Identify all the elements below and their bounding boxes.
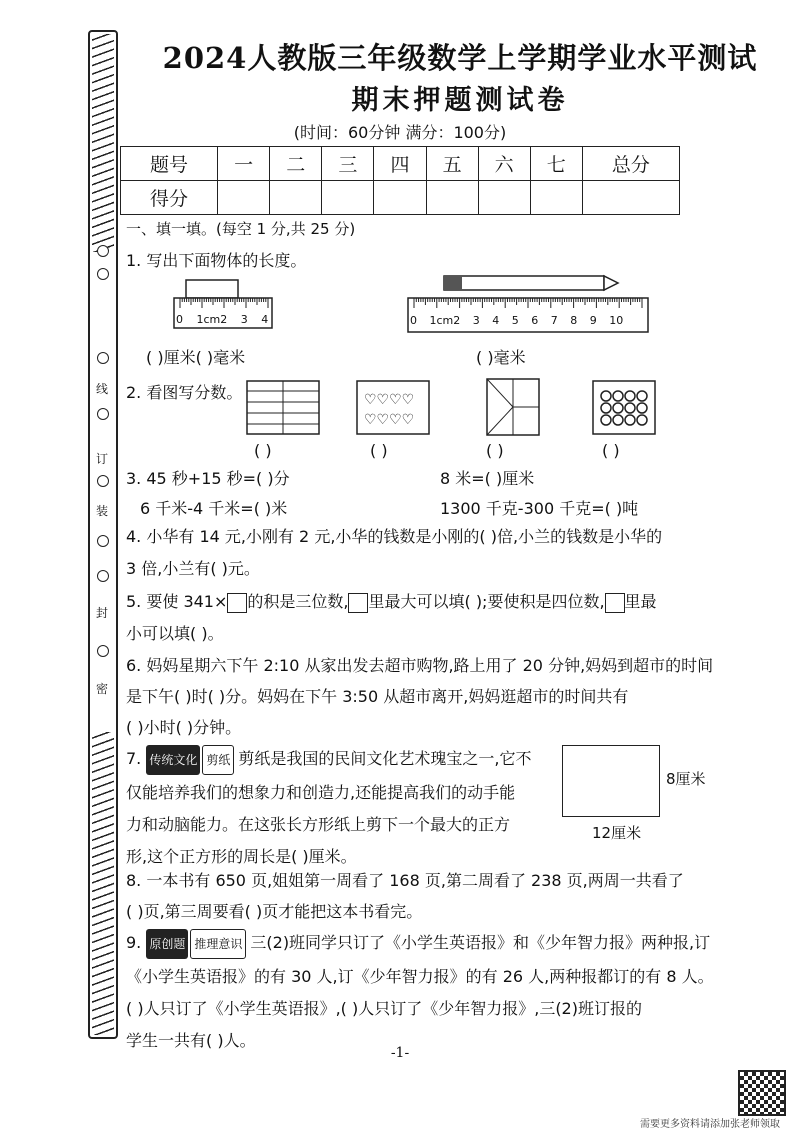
q6-line1: 6. 妈妈星期六下午 2:10 从家出发去超市购物,路上用了 20 分钟,妈妈到超市的时间 (126, 656, 714, 675)
q8-line1: 8. 一本书有 650 页,姐姐第一周看了 168 页,第二周看了 238 页,两周一共看了 (126, 871, 684, 890)
q9-line1 (126, 929, 726, 959)
q7-number: 7. (126, 749, 142, 768)
tag-traditional-culture: 传统文化 (146, 745, 200, 775)
ruler-label: 8 (570, 314, 578, 327)
q4-line2: 3 倍,小兰有( )元。 (126, 559, 260, 578)
q2-blank-3[interactable]: ( ) (486, 441, 504, 460)
question-6 (126, 652, 726, 742)
binding-hole (97, 475, 109, 487)
q5-text: 5. 要使 341× (126, 592, 228, 611)
q9-line2: 《小学生英语报》的有 30 人,订《少年智力报》的有 26 人,两种报都订的有 8 人。 (126, 967, 714, 986)
q9-number: 9. (126, 933, 142, 952)
binding-hole (97, 570, 109, 582)
q3-d[interactable]: 1300 千克-300 千克=( )吨 (440, 499, 639, 518)
ruler1-labels (176, 313, 268, 326)
footer-note: 需要更多资料请添加张老师领取 (640, 1119, 780, 1130)
ruler-label: 4 (261, 313, 269, 326)
fraction-figure-square (486, 378, 541, 438)
q7-line1 (126, 745, 546, 775)
ruler-label: 0 (410, 314, 417, 327)
q2-blank-4[interactable]: ( ) (602, 441, 620, 460)
section-heading: 一、填一填。(每空 1 分,共 25 分) (126, 220, 356, 238)
fraction-figure-circles (592, 380, 658, 436)
score-cell: 题号 (121, 147, 218, 181)
binding-hole (97, 268, 109, 280)
side-label-line: 线 (96, 382, 109, 396)
side-label-zhuang: 装 (96, 504, 109, 518)
q3-a[interactable]: 3. 45 秒+15 秒=( )分 (126, 469, 290, 488)
exam-subtitle: 期末押题测试卷 (351, 85, 569, 116)
ruler-label: 1cm2 (196, 313, 228, 326)
ruler-label: 3 (240, 313, 248, 326)
score-blank[interactable] (270, 181, 322, 215)
score-cell: 七 (530, 147, 582, 181)
ruler-label: 4 (492, 314, 500, 327)
question-7 (126, 745, 546, 871)
side-label-ding: 订 (96, 452, 109, 466)
score-cell: 一 (218, 147, 270, 181)
ruler-label: 10 (609, 314, 624, 327)
ruler-label: 3 (472, 314, 480, 327)
question-2: 2. 看图写分数。 (126, 383, 243, 402)
exam-title: 2024人教版三年级数学上学期学业水平测试 (162, 41, 758, 75)
q5-line2: 小可以填( )。 (126, 624, 224, 643)
score-label: 得分 (121, 181, 218, 215)
tag-original: 原创题 (146, 929, 188, 959)
score-blank[interactable] (322, 181, 374, 215)
q7-line2: 仅能培养我们的想象力和创造力,还能提高我们的动手能 (126, 783, 516, 802)
ruler-label: 7 (550, 314, 558, 327)
rectangle-height-label: 8厘米 (666, 770, 706, 788)
q5-text: 里最大可以填( );要使积是四位数, (368, 592, 605, 611)
q2-blank-2[interactable]: ( ) (370, 441, 388, 460)
q8-line2: ( )页,第三周要看( )页才能把这本书看完。 (126, 902, 423, 921)
answer-box[interactable] (348, 593, 368, 613)
binding-hole (97, 535, 109, 547)
rectangle-paper (562, 745, 660, 817)
q2-blank-1[interactable]: ( ) (254, 441, 272, 460)
question-8 (126, 867, 726, 926)
q1-answer-1[interactable]: ( )厘米( )毫米 (146, 348, 246, 367)
ruler-label: 6 (531, 314, 539, 327)
ruler-label: 1cm2 (429, 314, 461, 327)
binding-hole (97, 408, 109, 420)
score-cell: 六 (478, 147, 530, 181)
q9-text: 三(2)班同学只订了《小学生英语报》和《少年智力报》两种报,订 (250, 933, 711, 952)
score-blank[interactable] (582, 181, 679, 215)
q5-text: 里最 (624, 592, 657, 611)
q7-line4: 形,这个正方形的周长是( )厘米。 (126, 847, 357, 866)
score-cell: 总分 (582, 147, 679, 181)
side-label-mi: 密 (96, 682, 109, 696)
page-number: -1- (390, 1045, 410, 1061)
q9-line3: ( )人只订了《小学生英语报》,( )人只订了《少年智力报》,三(2)班订报的 (126, 999, 642, 1018)
score-blank[interactable] (478, 181, 530, 215)
q4-line1: 4. 小华有 14 元,小刚有 2 元,小华的钱数是小刚的( )倍,小兰的钱数是小华的 (126, 527, 663, 546)
question-1: 1. 写出下面物体的长度。 (126, 251, 307, 270)
q9-line4: 学生一共有( )人。 (126, 1031, 256, 1050)
svg-text:♡♡♡♡: ♡♡♡♡ (364, 392, 415, 408)
qr-code[interactable] (738, 1070, 786, 1116)
tag-paper-cutting: 剪纸 (202, 745, 234, 775)
q6-line2: 是下午( )时( )分。妈妈在下午 3:50 从超市离开,妈妈逛超市的时间共有 (126, 687, 629, 706)
q3-b[interactable]: 8 米=( )厘米 (440, 469, 535, 488)
score-cell: 二 (270, 147, 322, 181)
q7-line3: 力和动脑能力。在这张长方形纸上剪下一个最大的正方 (126, 815, 511, 834)
q6-line3: ( )小时( )分钟。 (126, 718, 242, 737)
score-blank[interactable] (374, 181, 426, 215)
score-cell: 三 (322, 147, 374, 181)
q1-answer-2[interactable]: ( )毫米 (476, 348, 526, 367)
binding-hole (97, 352, 109, 364)
tag-reasoning: 推理意识 (190, 929, 246, 959)
q7-text: 剪纸是我国的民间文化艺术瑰宝之一,它不 (238, 749, 532, 768)
q5-line1 (126, 588, 726, 616)
fraction-figure-hearts (356, 380, 431, 436)
q3-c[interactable]: 6 千米-4 千米=( )米 (140, 499, 288, 518)
question-9 (126, 929, 726, 1055)
score-blank[interactable] (530, 181, 582, 215)
score-cell: 四 (374, 147, 426, 181)
score-table (120, 146, 680, 215)
ruler-label: 5 (511, 314, 519, 327)
q5-text: 的积是三位数, (247, 592, 349, 611)
answer-box[interactable] (605, 593, 625, 613)
binding-hole (97, 245, 109, 257)
question-5 (126, 588, 726, 648)
svg-text:♡♡♡♡: ♡♡♡♡ (364, 412, 415, 428)
time-info: (时间：60分钟 满分：100分) (293, 123, 507, 142)
ruler-label: 0 (176, 313, 183, 326)
score-value-row (121, 181, 680, 215)
answer-box[interactable] (227, 593, 247, 613)
score-blank[interactable] (218, 181, 270, 215)
ruler2-labels (410, 314, 623, 327)
score-blank[interactable] (426, 181, 478, 215)
score-cell: 五 (426, 147, 478, 181)
binding-hole (97, 645, 109, 657)
score-header-row (121, 147, 680, 181)
side-label-feng: 封 (96, 606, 109, 620)
ruler-label: 9 (589, 314, 597, 327)
rectangle-width-label: 12厘米 (592, 824, 642, 842)
fraction-figure-stripes (246, 380, 321, 436)
question-4 (126, 523, 726, 583)
